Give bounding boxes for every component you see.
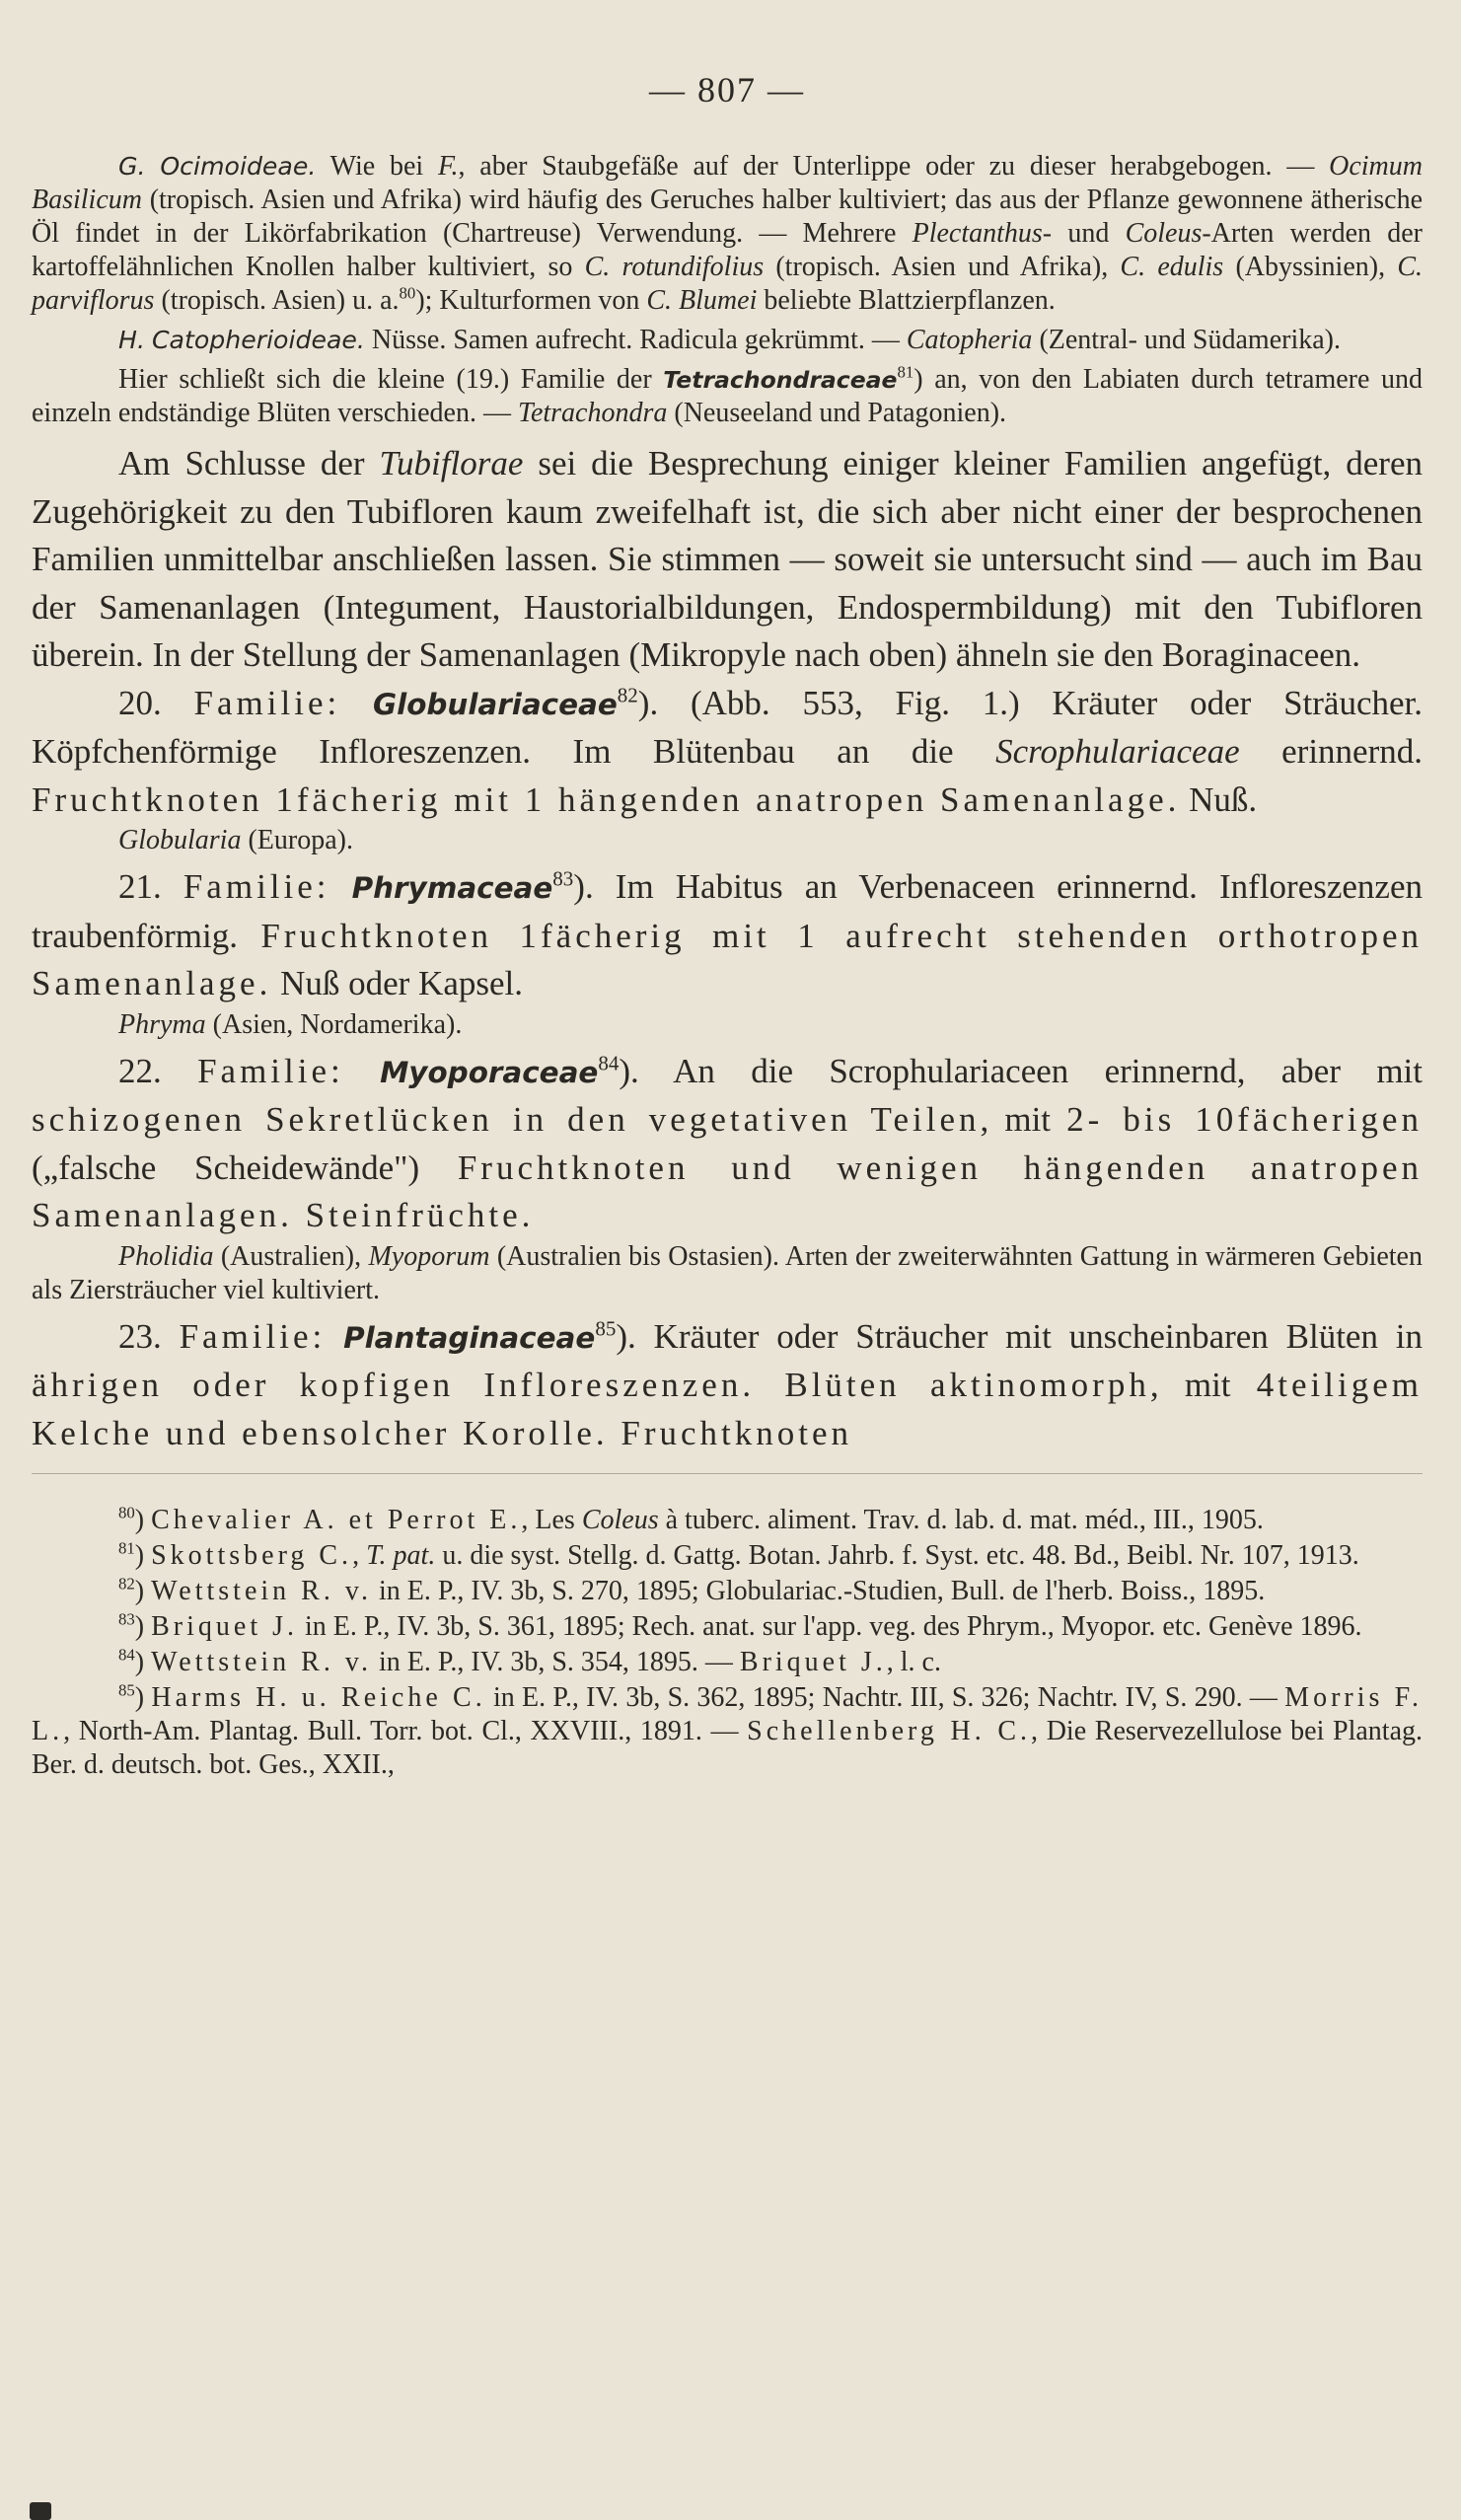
family-name: Globulariaceae	[373, 687, 618, 721]
family-name: Plantaginaceae	[343, 1320, 596, 1355]
text-spaced: Fruchtknoten und wenigen hängenden anatropen Samenanlagen. Steinfrüchte.	[32, 1148, 1424, 1234]
text-italic: T. pat.	[366, 1540, 436, 1571]
genus-line	[32, 1240, 1423, 1307]
text: und	[1052, 218, 1126, 249]
text-italic: Scrophulariaceae	[995, 732, 1240, 771]
text: (Abyssinien),	[1223, 252, 1398, 282]
family-name: Myoporaceae	[380, 1055, 599, 1089]
text: in E. P., IV. 3b, S. 361, 1895; Rech. anat. sur l'app. veg. des Phrym., Myopor. etc. Genève 1896.	[298, 1611, 1362, 1642]
text-spaced: Fruchtknoten 1fächerig mit 1 hängenden anatropen Samenanlage.	[32, 779, 1181, 819]
genus-name: Pholidia	[118, 1240, 214, 1272]
family-23	[32, 1313, 1423, 1458]
author: Harms H. u. Reiche C.	[151, 1682, 486, 1713]
footnote-ref: 85	[595, 1315, 617, 1340]
footnote: $^{81}$) Skottsberg C., T. pat. u. die syst. Stellg. d. Gattg. Botan. Jahrb. f. Syst. etc. 48. Bd., Beibl. Nr. 107, 1913.	[118, 1538, 1359, 1571]
text-italic: Ocimum Basilicum	[32, 151, 1423, 215]
genus-line	[32, 824, 1423, 857]
family-21	[32, 863, 1423, 1008]
text: in E. P., IV. 3b, S. 270, 1895; Globulariac.-Studien, Bull. de l'herb. Boiss., 1895.	[372, 1576, 1266, 1606]
text: Nuß.	[1180, 779, 1258, 819]
text-italic: Catopheria	[906, 325, 1033, 355]
genus-line	[32, 1008, 1423, 1042]
text: ). An die Scrophulariaceen erinnernd, aber mit	[619, 1051, 1423, 1090]
genus-name: Myoporum	[368, 1240, 490, 1272]
text: Nüsse. Samen aufrecht. Radicula gekrümmt. —	[364, 325, 907, 355]
author: Wettstein R. v.	[151, 1647, 373, 1677]
subfamily-name: Ocimoideae.	[160, 152, 317, 181]
text: Nuß oder Kapsel.	[271, 964, 523, 1002]
text: , l. c.	[886, 1647, 941, 1677]
author: Chevalier A. et Perrot E.	[151, 1505, 522, 1535]
page	[32, 0, 1423, 1784]
footnotes	[32, 1504, 1423, 1782]
text-italic: Coleus	[1125, 218, 1203, 249]
family-number: 21.	[118, 867, 162, 906]
text: Wie bei	[316, 151, 438, 182]
text: („falsche Scheidewände")	[32, 1148, 458, 1187]
text: , mit	[980, 1100, 1067, 1139]
subfamily-label: H.	[118, 326, 145, 354]
text-italic: C. parviflorus	[32, 252, 1424, 316]
text-spaced: Fruchtknoten 1fächerig mit 1 aufrecht stehenden orthotropen Samenanlage.	[32, 916, 1423, 1002]
subfamily-name: Catopherioideae.	[151, 326, 365, 354]
subfamily-g	[32, 150, 1423, 318]
genus-name: Phryma	[118, 1008, 206, 1040]
text: (Asien, Nordamerika).	[205, 1008, 463, 1040]
text: , Die Reservezellulose bei Plantag. Ber. d. deutsch. bot. Ges., XXII.,	[32, 1716, 1423, 1780]
author: Briquet J.	[151, 1611, 298, 1642]
text-italic: Plectanthus-	[912, 218, 1053, 249]
text-italic: C. Blumei	[646, 285, 758, 316]
text: u. die syst. Stellg. d. Gattg. Botan. Jahrb. f. Syst. etc. 48. Bd., Beibl. Nr. 107, 1913.	[435, 1540, 1359, 1571]
text: (Neuseeland und Patagonien).	[667, 398, 1007, 428]
familie-label: Familie:	[197, 1051, 344, 1090]
footnote: $^{84}$) Wettstein R. v. in E. P., IV. 3b, S. 354, 1895. — Briquet J., l. c.	[118, 1645, 941, 1677]
author: Wettstein R. v.	[151, 1576, 373, 1606]
text: ) an, von den Labiaten durch tetramere und einzeln endständige Blüten verschieden. —	[32, 364, 1423, 428]
text: (Zentral- und Südamerika).	[1032, 325, 1341, 355]
footnote-divider	[32, 1473, 1423, 1474]
family-number: 23.	[118, 1316, 162, 1356]
family-name: Tetrachondraceae	[663, 366, 898, 394]
author: Schellenberg H. C.	[747, 1716, 1032, 1746]
text: (tropisch. Asien und Afrika) wird häufig des Geruches halber kultiviert; das aus der Pflanze gewonnene ätherische Öl findet in der Likörfabrikation (Chartreuse) Verwendung. — Mehrere	[32, 185, 1423, 249]
text: Hier schließt sich die kleine (19.) Familie der	[118, 364, 664, 395]
footnote: $^{82}$) Wettstein R. v. in E. P., IV. 3b, S. 270, 1895; Globulariac.-Studien, Bull. de l'herb. Boiss., 1895.	[118, 1574, 1266, 1606]
text: sei die Besprechung einiger kleiner Familien angefügt, deren Zugehörigkeit zu den Tubifloren kaum zweifelhaft ist, die sich aber nicht einer der besprochenen Familien unmittelbar anschließen lassen. Sie stimmen — soweit sie untersucht sind — auch im Bau der Samenanlagen (Integument, Haustorialbildungen, Endospermbildung) mit den Tubifloren überein. In der Stellung der Samenanlagen (Mikropyle nach oben) ähneln sie den Boraginaceen.	[32, 444, 1423, 674]
footnote: $^{85}$) Harms H. u. Reiche C. in E. P., IV. 3b, S. 362, 1895; Nachtr. III, S. 326; Nachtr. IV, S. 290. — Morris F. L., North-Am. Plantag. Bull. Torr. bot. Cl., XXVIII., 1891. — Schellenberg H. C., Die Reservezellulose bei Plantag. Ber. d. deutsch. bot. Ges., XXII.,	[32, 1680, 1423, 1780]
text-spaced: 4teiligem Kelche und ebensolcher Korolle. Fruchtknoten	[32, 1366, 1423, 1452]
text: ). (Abb. 553, Fig. 1.) Kräuter oder Sträucher. Köpfchenförmige Infloreszenzen. Im Blütenbau an die	[32, 683, 1424, 771]
footnote-ref: 80	[399, 283, 416, 303]
footnote-number: 80	[118, 1503, 135, 1522]
text-italic: Tubiflorae	[379, 444, 524, 482]
familie-label: Familie:	[179, 1316, 327, 1356]
footnote-number: 85	[118, 1680, 135, 1700]
author: Morris F. L.	[32, 1682, 1423, 1746]
text: (Europa).	[241, 825, 353, 855]
footnote-ref: 82	[617, 682, 638, 706]
footnote-number: 83	[118, 1609, 135, 1629]
footnote-ref: 81	[897, 362, 914, 382]
text: , aber Staubgefäße auf der Unterlippe oder zu dieser herabgebogen. —	[458, 151, 1330, 182]
large-text-block	[32, 440, 1423, 1457]
text-italic: Coleus	[581, 1505, 659, 1535]
text: ). Kräuter oder Sträucher mit unscheinbaren Blüten in	[616, 1316, 1424, 1356]
text: ); Kulturformen von	[415, 285, 647, 316]
small-text-block	[32, 150, 1423, 430]
familie-label: Familie:	[183, 867, 330, 906]
family-number: 22.	[118, 1051, 162, 1090]
intro-paragraph	[32, 440, 1423, 680]
text: (Australien bis Ostasien). Arten der zweiterwähnten Gattung in wärmeren Gebieten als Ziersträucher viel kultiviert.	[32, 1240, 1423, 1305]
author: Skottsberg C.	[151, 1540, 353, 1571]
page-number: — 807 —	[649, 70, 805, 110]
text: Am Schlusse der	[118, 444, 380, 482]
text: ). Im Habitus an Verbenaceen erinnernd. Infloreszenzen traubenförmig.	[32, 867, 1423, 955]
footnote-number: 84	[118, 1645, 135, 1665]
scan-mark	[30, 2502, 51, 2520]
text: in E. P., IV. 3b, S. 362, 1895; Nachtr. III, S. 326; Nachtr. IV, S. 290. —	[485, 1682, 1285, 1713]
text-spaced: schizogenen Sekretlücken in den vegetativen Teilen	[32, 1100, 981, 1139]
genus-name: Globularia	[118, 825, 242, 855]
text-italic: C. rotundifolius	[584, 252, 765, 282]
family-22	[32, 1048, 1423, 1240]
text: , Les	[521, 1505, 582, 1535]
text: (tropisch. Asien und Afrika),	[764, 252, 1121, 282]
text: in E. P., IV. 3b, S. 354, 1895. —	[372, 1647, 740, 1677]
text: (tropisch. Asien) u. a.	[154, 285, 400, 316]
text: , North-Am. Plantag. Bull. Torr. bot. Cl., XXVIII., 1891. —	[63, 1716, 748, 1746]
text-spaced: ährigen oder kopfigen Infloreszenzen. Blüten aktinomorph	[32, 1366, 1150, 1404]
familie-label: Familie:	[193, 683, 341, 722]
subfamily-h	[32, 324, 1423, 357]
text: erinnernd.	[1239, 732, 1423, 771]
text: à tuberc. aliment. Trav. d. lab. d. mat. méd., III., 1905.	[658, 1505, 1264, 1535]
footnote-ref: 83	[552, 866, 574, 891]
family-number: 20.	[118, 683, 162, 722]
footnote-number: 81	[118, 1538, 135, 1558]
text: beliebte Blattzierpflanzen.	[757, 285, 1056, 316]
author: Briquet J.	[739, 1647, 887, 1677]
text: ,	[352, 1540, 367, 1571]
family-name: Phrymaceae	[351, 871, 553, 905]
text-spaced: 2- bis 10fächerigen	[1066, 1100, 1423, 1139]
text: (Australien),	[213, 1240, 369, 1272]
family-20	[32, 680, 1423, 825]
text-italic: Tetrachondra	[517, 398, 668, 428]
text: -Arten werden der kartoffelähnlichen Knollen halber kultiviert, so	[32, 218, 1424, 282]
tetrachondraceae-note	[32, 363, 1423, 430]
footnote-number: 82	[118, 1574, 135, 1594]
text-italic: C. edulis	[1120, 252, 1224, 282]
footnote: $^{83}$) Briquet J. in E. P., IV. 3b, S. 361, 1895; Rech. anat. sur l'app. veg. des Phrym., Myopor. etc. Genève 1896.	[118, 1609, 1362, 1642]
text-italic: F.	[437, 151, 459, 182]
footnote: $^{80}$) Chevalier A. et Perrot E., Les Coleus à tuberc. aliment. Trav. d. lab. d. mat. méd., III., 1905.	[118, 1503, 1264, 1535]
text: , mit	[1149, 1366, 1257, 1404]
subfamily-label: G.	[118, 152, 146, 181]
footnote-ref: 84	[598, 1050, 620, 1075]
